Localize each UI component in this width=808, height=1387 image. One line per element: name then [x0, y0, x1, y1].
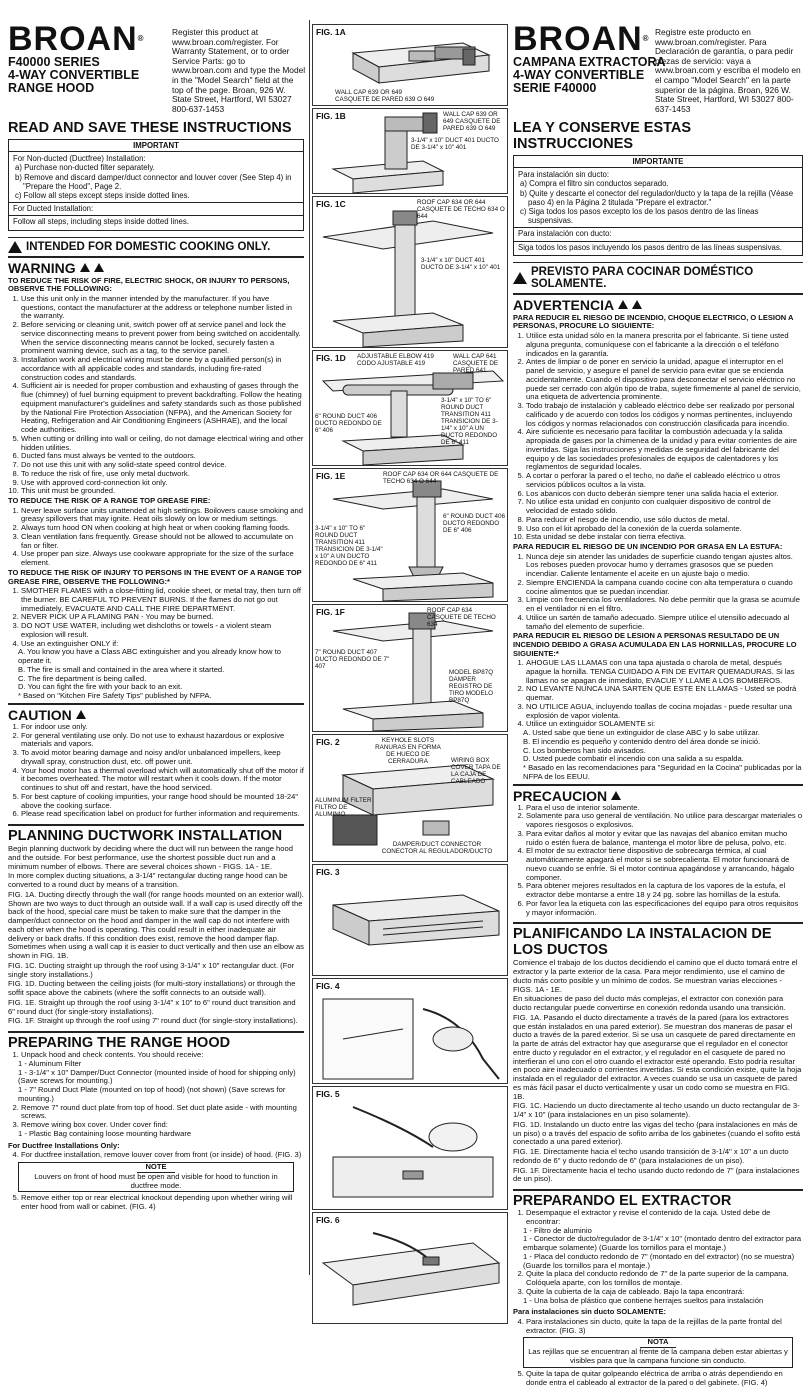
figure-1d: FIG. 1D ADJUSTABLE ELBOW 419 CODO AJUSTABLE 419 WALL CAP 641 CASQUETE DE PARED 641 6" ROUND DUCT 406 DUCTO REDONDO DE 6" 406 3-1/4" x 10" TO 6" ROUND DUCT TRANSITION 411 TRANSICION DE 3-1/4" x 10" A UN DUCTO REDONDO DE 6" 411: [312, 350, 508, 466]
warning-triangle-icon: [513, 272, 527, 284]
warning-triangle-icon: [8, 241, 22, 253]
series-title: CAMPANA EXTRACTORA 4-WAY CONVERTIBLE SERIE F40000: [513, 55, 666, 95]
figure-6: FIG. 6: [312, 1212, 508, 1324]
grease-list: 1. Nunca deje sin atender las unidades de superficie cuando tengan ajustes altos. Los reboses pueden provocar humo y derrames grasosos que se pueden incendiar. Caliente lentamente el aceite en un ajuste bajo o medio. 2. Siempre ENCIENDA la campana cuando cocine con alta temperatura o cuando cocine alimentos que se puedan incendiar. 3. Limpie con frecuencia los ventiladores. No debe permitir que la grasa se acumule en el ventilador ni en el filtro. 4. Utilice un sartén de tamaño adecuado. Siempre utilice el utensilio adecuado al tamaño del elemento de superficie.: [513, 553, 803, 632]
preparing-heading: PREPARANDO EL EXTRACTOR: [513, 1189, 803, 1209]
planning-heading: PLANIFICANDO LA INSTALACION DE LOS DUCTOS: [513, 922, 803, 958]
important-box: IMPORTANTE Para instalación sin ducto: a) Compra el filtro sin conductos separado. b) Quite y descarte el conector del regulador/ducto y la tapa de la rejilla (Véase paso 4) en la Página 2 titulada "Prepare el extractor." c) Siga todos los pasos excepto los de los pasos dentro de las líneas suspensivas. Para instalación con ducto: Siga todos los pasos incluyendo los pasos dentro de las líneas suspensivas.: [513, 155, 803, 256]
figure-5: FIG. 5: [312, 1086, 508, 1210]
column-divider: [309, 20, 310, 1275]
figure-2: FIG. 2 KEYHOLE SLOTS RANURAS EN FORMA DE HUECO DE CERRADURA WIRING BOX COVER TAPA DE LA CAJA DE CABLEADO ALUMINUM FILTER FILTRO DE ALUMINIO DAMPER/DUCT CONNECTOR CONECTOR AL REGULADOR/DUCTO: [312, 734, 508, 862]
caution-heading: PRECAUCION: [513, 784, 803, 804]
domestic-notice: INTENDED FOR DOMESTIC COOKING ONLY.: [8, 237, 304, 253]
preparing-list: 1. Unpack hood and check contents. You should receive:: [8, 1051, 304, 1060]
figure-1f: FIG. 1F ROOF CAP 634 CASQUETE DE TECHO 634 7" ROUND DUCT 407 DUCTO REDONDO DE 7" 407 MODEL BP87Q DAMPER REGISTRO DE TIRO MODELO BP87Q: [312, 604, 508, 732]
caution-list: 1. Para el uso de interior solamente. 2. Solamente para uso general de ventilación. No utilice para descargar materiales o vapores riesgosos o explosivos. 3. Para evitar daños al motor y evitar que las navajas del abanico emitan mucho ruido o estén fuera de balance, mantenga el motor libre de pelusa, polvo, etc. 4. El motor de su extractor tiene dispositivo de sobrecarga térmica, al cual automáticamente apagará el motor si se sobrecalienta. El motor funcionará de nuevo cuando se enfríe. Si el motor continua apagándose y arrancando, hágalo componer. 5. Para obtener mejores resultados en la captura de los vapores de la estufa, el extractor debe montarse a entre 18 y 24 pg. sobre las hornillas de la estufa. 6. Por favor lea la etiqueta con las especificaciones del equipo para otros requisitos y mayor información.: [513, 804, 803, 918]
knockout-illustration: [313, 979, 509, 1085]
shock-hazard-icon: [632, 300, 642, 309]
preparing-heading: PREPARING THE RANGE HOOD: [8, 1031, 304, 1051]
extinguisher-list: A. You know you have a Class ABC extinguisher and you already know how to operate it. B. The fire is small and contained in the area where it started. C. The fire department is being called. D. You can fight the fire with your back to an exit. * Based on "Kitchen Fire Safety Tips" published by NFPA.: [18, 647, 281, 701]
register-text: Registre este producto en www.broan.com/register. Para Declaración de garantía, o para pedir piezas de servicio: vaya a www.broan.com y escriba el modelo en el campo "Model Search" en la parte superior de la página. Broan, 926 W. State Street, Hartford, WI 53027 800-637-1453: [655, 27, 801, 114]
figure-1a: FIG. 1A WALL CAP 639 OR 649 CASQUETE DE PARED 639 O 649: [312, 24, 508, 106]
wiring-illustration: [313, 1087, 509, 1211]
extinguisher-list: A. Usted sabe que tiene un extinguidor de clase ABC y lo sabe utilizar. B. El incendio es pequeño y contenido dentro del área donde se inició. C. Los bomberos han sido avisados. D. Usted puede combatir el incendio con una salida a su espalda. * Basado en las recomendaciones para "Seguridad en la Cocina" publicadas por la NFPA de los EEUU.: [523, 728, 802, 781]
series-title: F40000 SERIES 4-WAY CONVERTIBLE RANGE HOOD: [8, 55, 140, 95]
planning-text: Begin planning ductwork by deciding where the duct will run between the range hood and the outside. For best performance, use the shortest possible duct run and a minimum number of elbows. There are several choices shown - FIGS. 1A - 1E. In more complex ducting situations, a 3-1/4" rectangular ducting range hood can be converted to a round duct by means of a transition. FIG. 1A. Ducting directly through the wall (for range hoods mounted on an exterior wall). Shown are two ways to duct through an outside wall. If a wall cap is used directly off the back of the hood, special care must be taken to make sure that the damper in the damper/duct connector on the hood and damper in the wall cap do not interfere with each other when the hood is operating. This could result in either inadequate air delivery or back drafts. If this condition does exist, remove the hood damper flap. Sometimes when using a wall cap it is easier to duct vertically and then use an elbow as shown in FIG. 1B. FIG. 1C. Ducting straight up through the roof using 3-1/4" x 10" rectangular duct. (For single story installations.) FIG. 1D. Ducting between the ceiling joists (for multi-story installations) or through the soffit space above the cabinets (where the soffit connects to an outside wall). FIG. 1E. Straight up through the roof using 3-1/4" x 10" to 6" round duct transition and 6" round duct (for single-story installations). FIG. 1F. Straight up through the roof using 7" round duct (for single-story installations).: [8, 844, 304, 1026]
warning-triangle-icon: [80, 263, 90, 272]
grease-list: 1. Never leave surface units unattended at high settings. Boilovers cause smoking and greasy spillovers that may ignite. Heat oils slowly on low or medium settings. 2. Always turn hood ON when cooking at high heat or when cooking flaming foods. 3. Clean ventilation fans frequently. Grease should not be allowed to accumulate on fan or filter. 4. Use proper pan size. Always use cookware appropriate for the size of the surface element.: [8, 507, 304, 568]
english-header: [8, 20, 306, 118]
mounting-illustration: [313, 1213, 509, 1325]
warning-triangle-icon: [76, 710, 86, 719]
warning-triangle-icon: [611, 791, 621, 800]
warning-list: 1. Utilice esta unidad sólo en la manera prescrita por el fabricante. Si tiene usted alguna pregunta, comuníquese con el fabricante a la dirección o el teléfono indicados en la garantía. 2. Antes de limpiar o de poner en servicio la unidad, apague el interruptor en el panel de servicio, y asegure el panel de servicio para evitar que se encienda accidentalmente. Cuando el dispositivo para desconectar el servicio eléctrico no puede ser cerrado con algún tipo de traba, sujete firmemente al panel de servicio, una etiqueta de advertencia prominente. 3. Todo trabajo de instalación y cableado eléctrico debe ser realizado por personal calificado y de acuerdo con todos los códigos y normas pertinentes, incluyendo los códigos y normas relacionados con construcción clasificada para incendio. 4. Aire suficiente es necesario para facilitar la combustión adecuada y la salida apropiada de gases por la chimenea de la unidad y para evitar corrientes de aire invertidas. Siga las instrucciones y medidas de seguridad del fabricante del equipo y de las sociedades profesionales de equipos de calentadores y los reglamentos de seguridad locales. 5. A cortar o perforar la pared o el techo, no dañe el cableado eléctrico u otros servicios públicos ocultos a la vista. 6. Los abanicos con ducto deberán siempre tener una salida hacia el exterior. 7. No utilice esta unidad en conjunto con cualquier dispositivo de control de velocidad de estado sólido. 8. Para reducir el riesgo de incendio, use sólo ductos de metal. 9. Uso con el kit aprobado del la conexión de la cuerda solamente. 10. Esta unidad se debe instalar con tierra efectiva.: [513, 332, 803, 542]
spanish-column: BROAN® CAMPANA EXTRACTORA 4-WAY CONVERTIBLE SERIE F40000 Registre este producto en www.broan.com/register. Para Declaración de garantía, o para pedir piezas de servicio: vaya a www.broan.com y escriba el modelo en el campo "Model Search" en la parte superior de la página. Broan, 926 W. State Street, Hartford, WI 53027 800-637-1453 LEA Y CONSERVE ESTAS INSTRUCCIONES IMPORTANTE Para instalación sin ducto: a) Compra el filtro sin conductos separado. b) Quite y descarte el conector del regulador/ducto y la tapa de la rejilla (Véase paso 4) en la Página 2 titulada "Prepare el extractor." c) Siga todos los pasos excepto los de los pasos dentro de las líneas suspensivas. Para instalación con ducto: Siga todos los pasos incluyendo los pasos dentro de las líneas suspensivas. PREVISTO PARA COCINAR DOMÉSTICO SOLAMENTE. ADVERTENCIA PARA REDUCIR EL RIESGO DE INCENDIO, CHOQUE ELECTRICO, O LESION A PERSONAS, PROCURE LO SIGUIENTE: 1. Utilice esta unidad sólo en la manera prescrita por el fabricante. Si tiene usted alguna pregunta, comuníquese con el fabricante a la dirección o el teléfono indicados en la garantía. 2. Antes de limpiar o de poner en servicio la unidad, apague el interruptor en el panel de servicio, y asegure el panel de servicio para evitar que se encienda accidentalmente. Cuando el dispositivo para desconectar el servicio eléctrico no puede ser cerrado con algún tipo de traba, sujete firmemente al panel de servicio, una etiqueta de advertencia prominente. 3. Todo trabajo de instalación y cableado eléctrico debe ser realizado por personal calificado y de acuerdo con todos los códigos y normas pertinentes, incluyendo los códigos y normas relacionados con construcción clasificada para incendio. 4. Aire suficiente es necesario para facilitar la combustión adecuada y la salida apropiada de gases por la chimenea de la unidad y para evitar corrientes de aire invertidas. Siga las instrucciones y medidas de seguridad del fabricante del equipo y de las sociedades profesionales de equipos de calentadores y los reglamentos de seguridad locales. 5. A cortar o perforar la pared o el techo, no dañe el cableado eléctrico u otros servicios públicos ocultos a la vista. 6. Los abanicos con ducto deberán siempre tener una salida hacia el exterior. 7. No utilice esta unidad en conjunto con cualquier dispositivo de control de velocidad de estado sólido. 8. Para reducir el riesgo de incendio, use sólo ductos de metal. 9. Uso con el kit aprobado del la conexión de la cuerda solamente. 10. Esta unidad se debe instalar con tierra efectiva. PARA REDUCIR EL RIESGO DE UN INCENDIO POR GRASA EN LA ESTUFA: 1. Nunca deje sin atender las unidades de superficie cuando tengan ajustes altos. Los reboses pueden provocar humo y derrames grasosos que se pueden incendiar. Caliente lentamente el aceite en un ajuste bajo o medio. 2. Siempre ENCIENDA la campana cuando cocine con alta temperatura o cuando cocine alimentos que se puedan incendiar. 3. Limpie con frecuencia los ventiladores. No debe permitir que la grasa se acumule en el ventilador ni en el filtro. 4. Utilice un sartén de tamaño adecuado. Siempre utilice el utensilio adecuado al tamaño del elemento de superficie. PARA REDUCIR EL RIESGO DE LESION A PERSONAS RESULTADO DE UN INCENDIO DEBIDO A GRASA ACUMULADA EN LAS HORNILLAS, PROCURE LO SIGUIENTE:* 1. AHOGUE LAS LLAMAS con una tapa ajustada o charola de metal, después apague la hornilla. TENGA CUIDADO A FIN DE EVITAR QUEMADURAS. Si las llamas no se apagan de inmediato, EVACUE Y LLAME A LOS BOMBEROS. 2. NO LEVANTE NUNCA UNA SARTEN QUE ESTE EN LLAMAS - Usted se podrá quemar. 3. NO UTILICE AGUA, incluyendo toallas de cocina mojadas - puede resultar una explosión de vapor violenta. 4. Utilice un extinguidor SOLAMENTE si: A. Usted sabe que tiene un extinguidor de clase ABC y lo sabe utilizar. B. El incendio es pequeño y contenido dentro del área donde se inició. C. Los bomberos han sido avisados. D. Usted puede combatir el incendio con una salida a su espalda. * Basado en las recomendaciones para "Seguridad en la Cocina" publicadas por la NFPA de los EEUU. PRECAUCION 1. Para el uso de interior solamente. 2. Solamente para uso general de ventilación. No utilice para descargar materiales o vapores riesgosos o explosivos. 3. Para evitar daños al motor y evitar que las navajas del abanico emitan mucho ruido o estén fuera de balance, mantenga el motor libre de pelusa, polvo, etc. 4. El motor de su extractor tiene dispositivo de sobrecarga térmica, al cual automáticamente apagará el motor si se sobrecalienta. El motor funcionará de nuevo cuando se enfríe. Si el motor continua apagándose y arrancando, hágalo componer. 5. Para obtener mejores resultados en la captura de los vapores de la estufa, el extractor debe montarse a entre 18 y 24 pg. sobre las hornillas de la estufa. 6. Por favor lea la etiqueta con las especificaciones del equipo para otros requisitos y mayor información. PLANIFICANDO LA INSTALACION DE LOS DUCTOS Comience el trabajo de los ductos decidiendo el camino que el ducto tomará entre el extractor y la parte exterior de la casa. Para mejor rendimiento, use el camino de ducto más corto posible y un mínimo de codos. Se muestran varias elecciones - FIGS. 1A - 1E. En situaciones de paso del ducto más complejas, el extractor con conexión para ducto rectangular puede convertirse en conexión redonda usando una transición. FIG. 1A. Pasando el ducto directamente a través de la pared (para los extractores que están instalados en una pared exterior). Se muestran dos maneras de pasar el ducto a través de la pared exterior. Si se usa un casquete de pared directamente en la parte de atrás del extractor hay que asegurarse que el regulador en el conector entre ducto y regulador en el extractor, y el regulador en el casquete de pared no interfieran el uno con el otro cuando el extractor esté operando. Esto podría resultar en poco aire inadecuado o corrientes invertidas. Si esta condición existe, quite la hoja instalada en el regulador del extractor. A veces cuando se usa un casquete de pared es más fácil pasar el ducto verticalmente y usar un codo como se muestra en FIG. 1B. FIG. 1C. Haciendo un ducto directamente al techo usando un ducto rectangular de 3-1/4" x 10" (para instalaciones en un piso solamente). FIG. 1D. Instalando un ducto entre las vigas del techo (para instalaciones en más de un piso) o a través del espacio de sofito arriba de los gabinetes (cuando el sofito está conectado a una pared exterior). FIG. 1E. Directamente hacia el techo usando transición de 3-1/4" x 10" a un ducto redondo de 6" y ducto redondo de 6" (para instalaciones de un piso). FIG. 1F. Directamente hacia el techo usando ducto redondo de 7" (para instalaciones de un piso). PREPARANDO EL EXTRACTOR 1. Desempaque el extractor y revise el contenido de la caja. Usted debe de encontrar: 1 - Filtro de aluminio 1 - Conector de ducto/regulador de 3-1/4" x 10" (montado dentro del extractor para embarque solamente) (Guarde los tornillos para el montaje.) 1 - Placa del conducto redondo de 7" (montado en del extractor) (no se muestra) (Guarde los tornillos para el montaje.) 2. Quite la placa del conducto redondo de 7" de la parte superior de la campana. Colóquela aparte, con los tornillos de montaje. 3. Quite la cubierta de la caja de cableado. Bajo la tapa encontrará: 1 - Una bolsa de plástico que contiene herrajes sueltos para instalación Para instalaciones sin ducto SOLAMENTE: 4. Para instalaciones sin ducto, quite la tapa de la rejillas de la parte frontal del extractor. (FIG. 3) NOTA Las rejillas que se encuentran al frente de la campana deben estar abiertas y visibles para que la campana funcione sin conducto. 5. Quite la tapa de quitar golpeando eléctrica de arriba o atrás dependiendo en donde entra el cableado al extractor de la pared o del gabinete. (FIG. 4): [513, 0, 803, 1277]
planning-heading: PLANNING DUCTWORK INSTALLATION: [8, 824, 304, 844]
injury-list: 1. SMOTHER FLAMES with a close-fitting lid, cookie sheet, or metal tray, then turn off the burner. BE CAREFUL TO PREVENT BURNS. If the flames do not go out immediately, EVACUATE AND CALL THE FIRE DEPARTMENT. 2. NEVER PICK UP A FLAMING PAN - You may be burned. 3. DO NOT USE WATER, including wet dishcloths or towels - a violent steam explosion will result. 4. Use an extinguisher ONLY if:: [8, 587, 304, 648]
figure-1b: FIG. 1B WALL CAP 639 OR 649 CASQUETE DE PARED 639 O 649 3-1/4" x 10" DUCT 401 DUCTO DE 3-1/4" x 10" 401: [312, 108, 508, 194]
injury-list: 1. AHOGUE LAS LLAMAS con una tapa ajustada o charola de metal, después apague la hornilla. TENGA CUIDADO A FIN DE EVITAR QUEMADURAS. Si las llamas no se apagan de inmediato, EVACUE Y LLAME A LOS BOMBEROS. 2. NO LEVANTE NUNCA UNA SARTEN QUE ESTE EN LLAMAS - Usted se podrá quemar. 3. NO UTILICE AGUA, incluyendo toallas de cocina mojadas - puede resultar una explosión de vapor violenta. 4. Utilice un extinguidor SOLAMENTE si:: [513, 659, 803, 729]
caution-heading: CAUTION: [8, 703, 304, 723]
broan-logo: BROAN®: [8, 20, 145, 58]
read-save-title: LEA Y CONSERVE ESTAS INSTRUCCIONES: [513, 120, 692, 152]
louver-cover-illustration: [313, 865, 509, 977]
warning-heading: WARNING: [8, 256, 304, 276]
broan-logo: BROAN®: [513, 20, 650, 58]
read-save-title: READ AND SAVE THESE INSTRUCTIONS: [8, 120, 292, 136]
spanish-header: [513, 20, 803, 118]
figure-1c: FIG. 1C ROOF CAP 634 OR 644 CASQUETE DE TECHO 634 O 644 3-1/4" x 10" DUCT 401 DUCTO DE 3-1/4" x 10" 401: [312, 196, 508, 348]
english-column: BROAN® F40000 SERIES 4-WAY CONVERTIBLE RANGE HOOD Register this product at www.broan.com/register. For Warranty Statement, or to order Service Parts: go to www.broan.com and type the Model in the "Model Search" field at the top of the page. Broan, 926 W. State Street, Hartford, WI 53027 800-637-1453 READ AND SAVE THESE INSTRUCTIONS IMPORTANT For Non-ducted (Ductfree) Installation: a) Purchase non-ducted filter separately. b) Remove and discard damper/duct connector and louver cover (See Step 4) in "Prepare the Hood", Page 2. c) Follow all steps except steps inside dotted lines. For Ducted Installation: Follow all steps, including steps inside dotted lines. INTENDED FOR DOMESTIC COOKING ONLY. WARNING TO REDUCE THE RISK OF FIRE, ELECTRIC SHOCK, OR INJURY TO PERSONS, OBSERVE THE FOLLOWING: 1. Use this unit only in the manner intended by the manufacturer. If you have questions, contact the manufacturer at the address or telephone number listed in the warranty. 2. Before servicing or cleaning unit, switch power off at service panel and lock the service disconnecting means to prevent power from being switched on accidentally. When the service disconnecting means cannot be locked, securely fasten a prominent warning device, such as a tag, to the service panel. 3. Installation work and electrical wiring must be done by a qualified person(s) in accordance with all applicable codes and standards, including fire-rated construction codes and standards. 4. Sufficient air is needed for proper combustion and exhausting of gases through the flue (chimney) of fuel burning equipment to prevent backdrafting. Follow the heating equipment manufacturer's guidelines and safety standards such as those published by the National Fire Protection Association (NFPA), and the American Society for Heating, Refrigeration and Air Conditioning Engineers (ASHRAE), and the local code authorities. 5. When cutting or drilling into wall or ceiling, do not damage electrical wiring and other hidden utilities. 6. Ducted fans must always be vented to the outdoors. 7. Do not use this unit with any solid-state speed control device. 8. To reduce the risk of fire, use only metal ductwork. 9. Use with approved cord-connection kit only. 10. This unit must be grounded. TO REDUCE THE RISK OF A RANGE TOP GREASE FIRE: 1. Never leave surface units unattended at high settings. Boilovers cause smoking and greasy spillovers that may ignite. Heat oils slowly on low or medium settings. 2. Always turn hood ON when cooking at high heat or when cooking flaming foods. 3. Clean ventilation fans frequently. Grease should not be allowed to accumulate on fan or filter. 4. Use proper pan size. Always use cookware appropriate for the size of the surface element. TO REDUCE THE RISK OF INJURY TO PERSONS IN THE EVENT OF A RANGE TOP GREASE FIRE, OBSERVE THE FOLLOWING:* 1. SMOTHER FLAMES with a close-fitting lid, cookie sheet, or metal tray, then turn off the burner. BE CAREFUL TO PREVENT BURNS. If the flames do not go out immediately, EVACUATE AND CALL THE FIRE DEPARTMENT. 2. NEVER PICK UP A FLAMING PAN - You may be burned. 3. DO NOT USE WATER, including wet dishcloths or towels - a violent steam explosion will result. 4. Use an extinguisher ONLY if: A. You know you have a Class ABC extinguisher and you already know how to operate it. B. The fire is small and contained in the area where it started. C. The fire department is being called. D. You can fight the fire with your back to an exit. * Based on "Kitchen Fire Safety Tips" published by NFPA. CAUTION 1. For indoor use only. 2. For general ventilating use only. Do not use to exhaust hazardous or explosive materials and vapors. 3. To avoid motor bearing damage and noisy and/or unbalanced impellers, keep drywall spray, construction dust, etc. off power unit. 4. Your hood motor has a thermal overload which will automatically shut off the motor if it becomes overheated. The motor will restart when it cools down. If the motor continues to shut off and restart, have the hood serviced. 5. For best capture of cooking impurities, your range hood should be mounted 18-24" above the cooking surface. 6. Please read specification label on product for further information and requirements. PLANNING DUCTWORK INSTALLATION Begin planning ductwork by deciding where the duct will run between the range hood and the outside. For best performance, use the shortest possible duct run and a minimum number of elbows. There are several choices shown - FIGS. 1A - 1E. In more complex ducting situations, a 3-1/4" rectangular ducting range hood can be converted to a round duct by means of a transition. FIG. 1A. Ducting directly through the wall (for range hoods mounted on an exterior wall). Shown are two ways to duct through an outside wall. If a wall cap is used directly off the back of the hood, special care must be taken to make sure that the damper in the damper/duct connector on the hood and damper in the wall cap do not interfere with each other when the hood is operating. This could result in either inadequate air delivery or back drafts. If this condition does exist, remove the hood damper flap. Sometimes when using a wall cap it is easier to duct vertically and then use an elbow as shown in FIG. 1B. FIG. 1C. Ducting straight up through the roof using 3-1/4" x 10" rectangular duct. (For single story installations.) FIG. 1D. Ducting between the ceiling joists (for multi-story installations) or through the soffit space above the cabinets (where the soffit connects to an outside wall). FIG. 1E. Straight up through the roof using 3-1/4" x 10" to 6" round duct transition and 6" round duct (for single-story installations). FIG. 1F. Straight up through the roof using 7" round duct (for single-story installations). PREPARING THE RANGE HOOD 1. Unpack hood and check contents. You should receive: 1 - Aluminum Filter 1 - 3-1/4" x 10" Damper/Duct Connector (mounted inside of hood for shipping only) (Save screws for mounting.) 1 - 7" Round Duct Plate (mounted on top of hood) (not shown) (Save screws for mounting.) 2. Remove 7" round duct plate from top of hood. Set duct plate aside - with mounting screws. 3. Remove wiring box cover. Under cover find: 1 - Plastic Bag containing loose mounting hardware For Ductfree Installations Only: 4. For ductfree installation, remove louver cover from front (or inside) of hood. (FIG. 3) NOTE Louvers on front of hood must be open and visible for hood to function in ductfree mode. 5. Remove either top or rear electrical knockout depending upon whether wiring will enter hood from wall or cabinet. (FIG. 4): [8, 0, 304, 1277]
figure-4: FIG. 4: [312, 978, 508, 1084]
planning-text: Comience el trabajo de los ductos decidiendo el camino que el ducto tomará entre el extractor y la parte exterior de la casa. Para mejor rendimiento, use el camino de ducto más corto posible y un mínimo de codos. Se muestran varias elecciones - FIGS. 1A - 1E. En situaciones de paso del ducto más complejas, el extractor con conexión para ducto rectangular puede convertirse en conexión redonda usando una transición. FIG. 1A. Pasando el ducto directamente a través de la pared (para los extractores que están instalados en una pared exterior). Se muestran dos maneras de pasar el ducto a través de la pared exterior. Si se usa un casquete de pared directamente en la parte de atrás del extractor hay que asegurarse que el regulador en el conector entre ducto y regulador en el extractor, y el regulador en el casquete de pared no interfieran el uno con el otro cuando el extractor esté operando. Esto podría resultar en poco aire inadecuado o corrientes invertidas. Si esta condición existe, quite la hoja instalada en el regulador del extractor. A veces cuando se usa un casquete de pared es más fácil pasar el ducto verticalmente y usar un codo como se muestra en FIG. 1B. FIG. 1C. Haciendo un ducto directamente al techo usando un ducto rectangular de 3-1/4" x 10" (para instalaciones en un piso solamente). FIG. 1D. Instalando un ducto entre las vigas del techo (para instalaciones en más de un piso) o a través del espacio de sofito arriba de los gabinetes (cuando el sofito está conectado a una pared exterior). FIG. 1E. Directamente hacia el techo usando transición de 3-1/4" x 10" a un ducto redondo de 6" y ducto redondo de 6" (para instalaciones de un piso). FIG. 1F. Directamente hacia el techo usando ducto redondo de 7" (para instalaciones de un piso).: [513, 958, 802, 1184]
figure-1e: FIG. 1E ROOF CAP 634 OR 644 CASQUETE DE TECHO 634 O 644 6" ROUND DUCT 406 DUCTO REDONDO DE 6" 406 3-1/4" x 10" TO 6" ROUND DUCT TRANSITION 411 TRANSICION DE 3-1/4" x 10" A UN DUCTO REDONDO DE 6" 411: [312, 468, 508, 602]
ductfree-note: NOTE Louvers on front of hood must be open and visible for hood to function in ductfree mode.: [18, 1162, 294, 1192]
ductfree-note: NOTA Las rejillas que se encuentran al frente de la campana deben estar abiertas y visibles para que la campana funcione sin conducto.: [523, 1337, 793, 1367]
caution-list: 1. For indoor use only. 2. For general ventilating use only. Do not use to exhaust hazardous or explosive materials and vapors. 3. To avoid motor bearing damage and noisy and/or unbalanced impellers, keep drywall spray, construction dust, etc. off power unit. 4. Your hood motor has a thermal overload which will automatically shut off the motor if it becomes overheated. The motor will restart when it cools down. If the motor continues to shut off and restart, have the hood serviced. 5. For best capture of cooking impurities, your range hood should be mounted 18-24" above the cooking surface. 6. Please read specification label on product for further information and requirements.: [8, 723, 304, 819]
important-box: IMPORTANT For Non-ducted (Ductfree) Installation: a) Purchase non-ducted filter separately. b) Remove and discard damper/duct connector and louver cover (See Step 4) in "Prepare the Hood", Page 2. c) Follow all steps except steps inside dotted lines. For Ducted Installation: Follow all steps, including steps inside dotted lines.: [8, 139, 304, 231]
figures-column: [312, 24, 508, 1274]
register-text: Register this product at www.broan.com/register. For Warranty Statement, or to order Service Parts: go to www.broan.com and type the Model in the "Model Search" field at the top of the page. Broan, 926 W. State Street, Hartford, WI 53027 800-637-1453: [172, 27, 306, 114]
shock-hazard-icon: [94, 263, 104, 272]
warning-triangle-icon: [618, 300, 628, 309]
warning-list: 1. Use this unit only in the manner intended by the manufacturer. If you have questions, contact the manufacturer at the address or telephone number listed in the warranty. 2. Before servicing or cleaning unit, switch power off at service panel and lock the service disconnecting means to prevent power from being switched on accidentally. When the service disconnecting means cannot be locked, securely fasten a prominent warning device, such as a tag, to the service panel. 3. Installation work and electrical wiring must be done by a qualified person(s) in accordance with all applicable codes and standards, including fire-rated construction codes and standards. 4. Sufficient air is needed for proper combustion and exhausting of gases through the flue (chimney) of fuel burning equipment to prevent backdrafting. Follow the heating equipment manufacturer's guidelines and safety standards such as those published by the National Fire Protection Association (NFPA), and the American Society for Heating, Refrigeration and Air Conditioning Engineers (ASHRAE), and the local code authorities. 5. When cutting or drilling into wall or ceiling, do not damage electrical wiring and other hidden utilities. 6. Ducted fans must always be vented to the outdoors. 7. Do not use this unit with any solid-state speed control device. 8. To reduce the risk of fire, use only metal ductwork. 9. Use with approved cord-connection kit only. 10. This unit must be grounded.: [8, 295, 304, 496]
figure-3: FIG. 3: [312, 864, 508, 976]
preparing-list: 1. Desempaque el extractor y revise el contenido de la caja. Usted debe de encontrar:: [513, 1209, 803, 1227]
warning-heading: ADVERTENCIA: [513, 293, 803, 313]
domestic-notice: PREVISTO PARA COCINAR DOMÉSTICO SOLAMENTE.: [513, 262, 803, 290]
